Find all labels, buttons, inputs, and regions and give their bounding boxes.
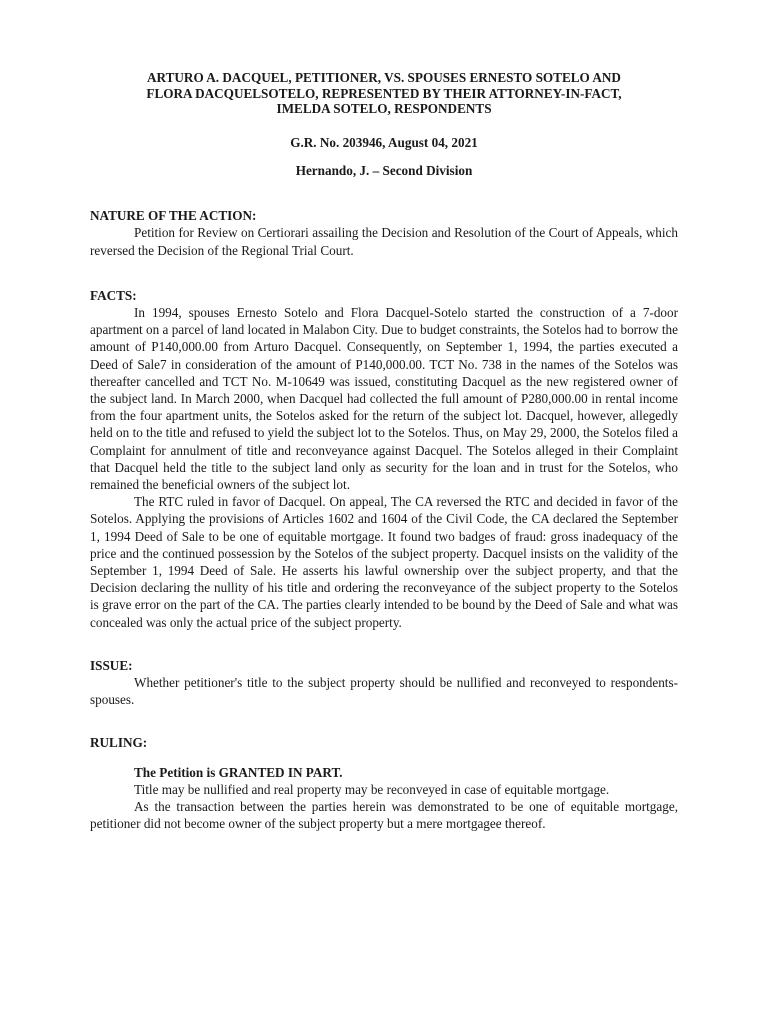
case-title (90, 70, 678, 117)
issue-text: Whether petitioner's title to the subject property should be nullified and reconveyed to respondents-spouses. (90, 675, 678, 708)
ponente: Hernando, J. – Second Division (295, 162, 473, 178)
nature-text: Petition for Review on Certiorari assailing the Decision and Resolution of the Court of Appeals, which reversed the Decision of the Regional Trial Court. (90, 225, 678, 258)
nature-heading: NATURE OF THE ACTION: (90, 208, 257, 224)
case-title-line-2: FLORA DACQUELSOTELO, REPRESENTED BY THEIR ATTORNEY-IN-FACT, (146, 85, 622, 101)
case-title-line-3: IMELDA SOTELO, RESPONDENTS (276, 101, 492, 117)
gr-number: G.R. No. 203946, August 04, 2021 (290, 134, 478, 150)
ruling-paragraph-2: As the transaction between the parties herein was demonstrated to be one of equitable mortgage, petitioner did not become owner of the subject property but a mere mortgagee thereof. (90, 799, 678, 832)
facts-paragraph-2: The RTC ruled in favor of Dacquel. On appeal, The CA reversed the RTC and decided in favor of the Sotelos. Applying the provisions of Articles 1602 and 1604 of the Civil Code, the CA declared the September 1, 1994 Deed of Sale to be one of equitable mortgage. It found two badges of fraud: gross inadequacy of the price and the continued possession by the Sotelos of the subject property. Dacquel insists on the validity of the September 1, 1994 Deed of Sale. He asserts his lawful ownership over the subject property, and that the Decision declaring the nullity of his title and ordering the reconveyance of the subject property to the Sotelos is grave error on the part of the CA. The parties clearly intended to be bound by the Deed of Sale and what was concealed was only the actual price of the subject property. (90, 494, 678, 630)
ruling-heading: RULING: (90, 735, 148, 751)
facts-heading: FACTS: (90, 287, 137, 303)
facts-paragraph-1: In 1994, spouses Ernesto Sotelo and Flora Dacquel-Sotelo started the construction of a 7-door apartment on a parcel of land located in Malabon City. Due to budget constraints, the Sotelos had to borrow the amount of P140,000.00 from Arturo Dacquel. Consequently, on September 1, 1994, the parties executed a Deed of Sale7 in consideration of the amount of P140,000.00. TCT No. 738 in the names of the Sotelos was thereafter cancelled and TCT No. M-10649 was issued, constituting Dacquel as the new registered owner of the subject land. In March 2000, when Dacquel had collected the full amount of P280,000.00 in rental income from the four apartment units, the Sotelos asked for the return of the subject lot. Dacquel, however, allegedly held on to the title and refused to yield the subject lot to the Sotelos. Thus, on May 29, 2000, the Sotelos filed a Complaint for annulment of title and reconveyance against Dacquel. The Sotelos alleged in their Complaint that Dacquel held the title to the subject land only as security for the loan and in trust for the Sotelos, who remained the beneficial owners of the subject lot. (90, 305, 678, 493)
ruling-paragraph-1: Title may be nullified and real property may be reconveyed in case of equitable mortgage. (134, 781, 610, 797)
document-page (90, 70, 678, 832)
ruling-lead: The Petition is GRANTED IN PART. (134, 764, 343, 780)
issue-heading: ISSUE: (90, 657, 133, 673)
case-title-line-1: ARTURO A. DACQUEL, PETITIONER, VS. SPOUSES ERNESTO SOTELO AND (147, 70, 621, 85)
